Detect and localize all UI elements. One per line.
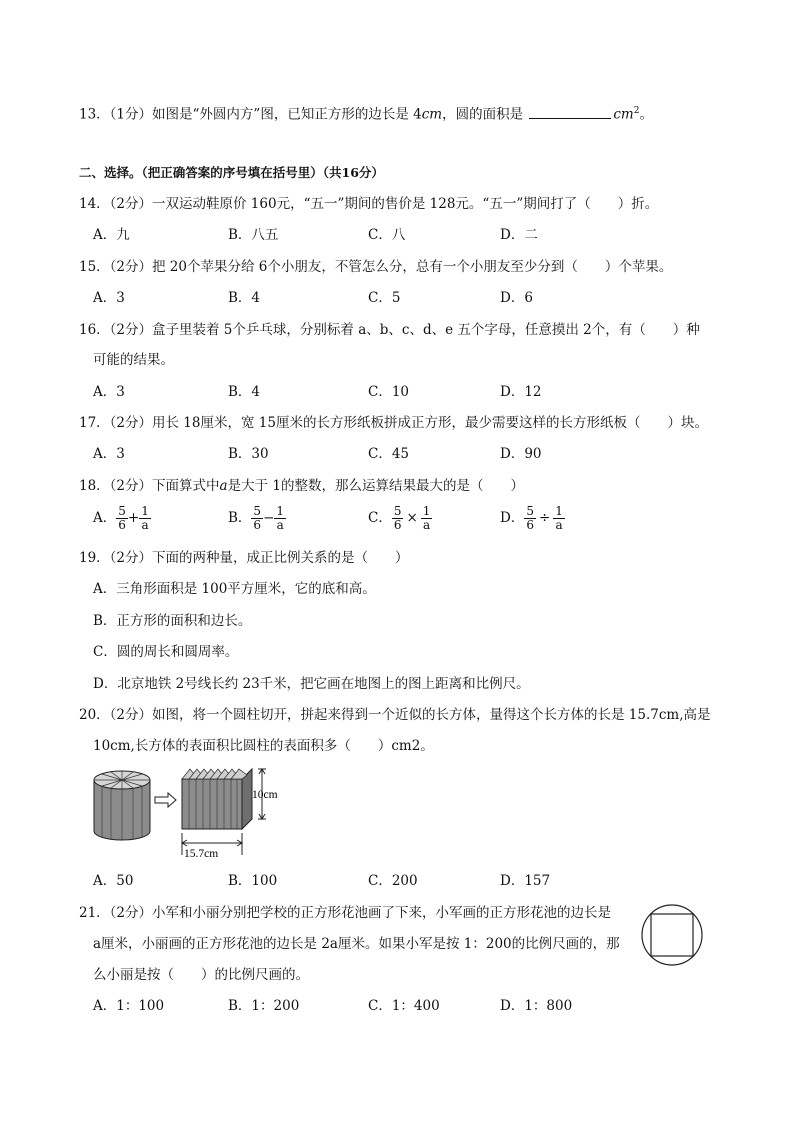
q17-option-d[interactable]: D．90: [500, 446, 542, 462]
question-14: 14．（2分）一双运动鞋原价 160元，“五一”期间的售价是 128元。“五一”期间打了（ ）折。: [79, 196, 659, 212]
fraction: $\frac{5}{6}$: [526, 504, 534, 532]
question-21-line3: 么小丽是按（ ）的比例尺画的。: [93, 967, 309, 983]
cylinder-to-cuboid-figure: [90, 763, 290, 863]
q19-option-b[interactable]: B．正方形的面积和边长。: [93, 613, 252, 629]
fraction: $\frac{1}{a}$: [276, 504, 285, 532]
q20-option-a[interactable]: A．50: [93, 873, 134, 889]
q20-option-d[interactable]: D．157: [500, 873, 551, 889]
q21-option-c[interactable]: C．1：400: [368, 998, 440, 1014]
cylinder-shape: [94, 771, 150, 840]
q18-text-b: 是大于 1的整数，那么运算结果最大的是（ ）: [227, 478, 524, 494]
question-16: 16．（2分）盒子里装着 5个乒乓球，分别标着 a、b、c、d、e 五个字母，任意摸出 2个，有（ ）种: [79, 322, 700, 338]
question-19: 19．（2分）下面的两种量，成正比例关系的是（ ）: [79, 550, 409, 566]
option-label: C．: [368, 510, 392, 526]
fraction: $\frac{5}{6}$: [393, 504, 402, 532]
cuboid-shape: [182, 769, 252, 829]
q17-option-b[interactable]: B．30: [228, 446, 269, 462]
q13-text: 13．（1分）如图是“外圆内方”图，已知正方形的边长是 4: [79, 106, 422, 123]
q17-option-c[interactable]: C．45: [368, 446, 410, 462]
operator: +: [127, 510, 140, 526]
q20-option-c[interactable]: C．200: [368, 873, 418, 889]
q15-option-b[interactable]: B．4: [228, 290, 261, 306]
q14-option-b[interactable]: B．八五: [228, 227, 279, 243]
option-label: B．: [228, 510, 252, 526]
fraction: $\frac{1}{a}$: [555, 504, 563, 532]
q16-option-d[interactable]: D．12: [500, 384, 542, 400]
q20-option-b[interactable]: B．100: [228, 873, 278, 889]
circle-square-figure: [640, 903, 704, 967]
q18-option-c[interactable]: [368, 505, 432, 532]
right-arrow-icon: [155, 793, 176, 807]
q18-option-b[interactable]: [228, 505, 286, 532]
q19-option-d[interactable]: D．北京地铁 2号线长约 23千米，把它画在地图上的图上距离和比例尺。: [93, 676, 530, 692]
question-13: [79, 102, 653, 124]
q15-option-c[interactable]: C．5: [368, 290, 401, 306]
height-label: 10cm: [252, 789, 278, 801]
inner-square: [651, 914, 693, 956]
q17-option-a[interactable]: A．3: [93, 446, 125, 462]
section-2-title: 二、选择。（把正确答案的序号填在括号里）（共16分）: [79, 165, 384, 180]
question-20: 20．（2分）如图，将一个圆柱切开，拼起来得到一个近似的长方体，量得这个长方体的长是 15.7cm,高是: [79, 707, 711, 723]
question-21: 21．（2分）小军和小丽分别把学校的正方形花池画了下来，小军画的正方形花池的边长是: [79, 905, 612, 921]
q14-option-a[interactable]: A．九: [93, 227, 130, 243]
q13-unit2: cm: [613, 106, 634, 123]
q18-option-a[interactable]: [93, 505, 151, 532]
q21-option-b[interactable]: B．1：200: [228, 998, 300, 1014]
operator: ×: [406, 510, 418, 526]
q18-var: a: [219, 478, 228, 494]
fraction: $\frac{1}{a}$: [141, 504, 149, 532]
option-label: A．: [93, 510, 117, 526]
q21-option-a[interactable]: A．1：100: [93, 998, 165, 1014]
operator: ÷: [538, 510, 551, 526]
question-16-line2: 可能的结果。: [93, 352, 174, 368]
option-label: D．: [500, 510, 525, 526]
q18-text-a: 18．（2分）下面算式中: [79, 478, 220, 494]
q14-option-c[interactable]: C．八: [368, 227, 406, 243]
length-label: 15.7cm: [184, 848, 219, 860]
fraction: $\frac{5}{6}$: [118, 504, 126, 532]
question-20-line2: 10cm,长方体的表面积比圆柱的表面积多（ ）cm2。: [93, 738, 434, 754]
question-21-line2: a厘米，小丽画的正方形花池的边长是 2a厘米。如果小军是按 1：200的比例尺画的，那: [93, 936, 620, 952]
q19-option-c[interactable]: C．圆的周长和圆周率。: [93, 644, 239, 660]
fraction: $\frac{5}{6}$: [253, 504, 262, 532]
q13-answer-blank[interactable]: [529, 106, 611, 119]
q13-sup: 2: [633, 106, 640, 116]
q19-option-a[interactable]: A．三角形面积是 100平方厘米，它的底和高。: [93, 581, 376, 597]
q13-unit: cm: [421, 106, 443, 123]
fraction: $\frac{1}{a}$: [422, 504, 431, 532]
q14-option-d[interactable]: D．二: [500, 227, 538, 243]
question-18: [79, 477, 524, 495]
q16-option-b[interactable]: B．4: [228, 384, 261, 400]
q16-option-a[interactable]: A．3: [93, 384, 125, 400]
q21-option-d[interactable]: D．1：800: [500, 998, 573, 1014]
operator: −: [263, 510, 275, 526]
q16-option-c[interactable]: C．10: [368, 384, 410, 400]
q13-end: 。: [639, 106, 653, 123]
q15-option-a[interactable]: A．3: [93, 290, 125, 306]
question-15: 15．（2分）把 20个苹果分给 6个小朋友，不管怎么分，总有一个小朋友至少分到（ ）个苹果。: [79, 259, 673, 275]
q18-option-d[interactable]: [500, 505, 565, 532]
q13-mid: ，圆的面积是: [442, 106, 524, 123]
q15-option-d[interactable]: D．6: [500, 290, 533, 306]
question-17: 17．（2分）用长 18厘米，宽 15厘米的长方形纸板拼成正方形，最少需要这样的长方形纸板（ ）块。: [79, 415, 708, 431]
